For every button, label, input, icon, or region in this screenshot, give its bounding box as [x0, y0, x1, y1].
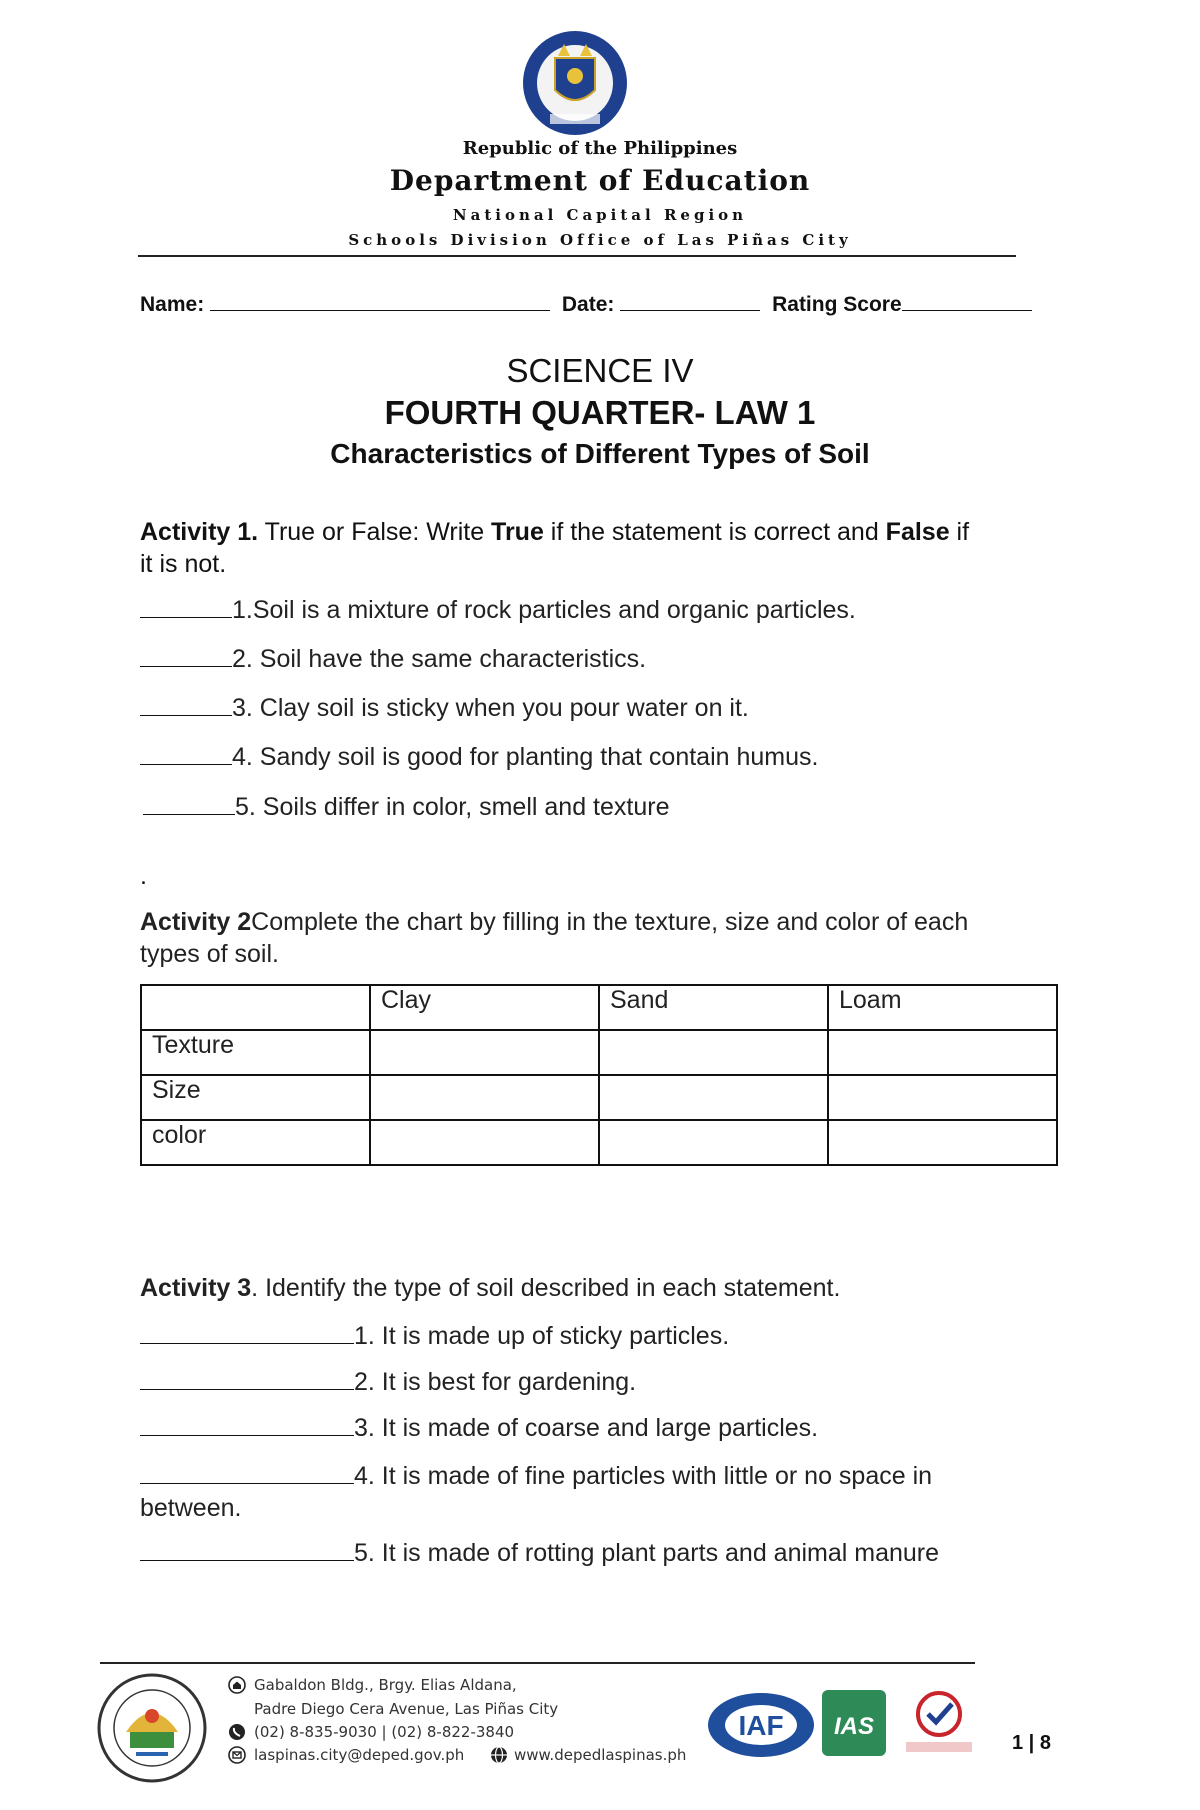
- answer-blank[interactable]: [140, 1325, 354, 1344]
- svg-text:IAF: IAF: [738, 1710, 784, 1741]
- republic-line: Republic of the Philippines: [462, 138, 738, 159]
- answer-cell[interactable]: [828, 1075, 1057, 1120]
- activity2-instructions: Activity 2Complete the chart by filling in the texture, size and color of each types of soil.: [140, 908, 969, 968]
- address-line1: Gabaldon Bldg., Brgy. Elias Aldana,: [254, 1676, 517, 1694]
- activity3-item: 2. It is best for gardening.: [140, 1368, 636, 1397]
- topic-title: Characteristics of Different Types of Soil: [330, 438, 870, 469]
- activity3-label: Activity 3: [140, 1274, 252, 1302]
- activity1-item: 5. Soils differ in color, smell and texture: [143, 793, 669, 822]
- chart-header-row: [141, 985, 1057, 1030]
- website-link[interactable]: www.depedlaspinas.ph: [514, 1746, 687, 1764]
- phone-icon: [228, 1723, 246, 1741]
- home-icon: [228, 1676, 246, 1694]
- activity3-item: 5. It is made of rotting plant parts and animal manure: [140, 1539, 939, 1568]
- svg-text:IAS: IAS: [833, 1713, 875, 1740]
- activity1-item: 1.Soil is a mixture of rock particles and organic particles.: [140, 596, 856, 625]
- soil-chart: [140, 984, 1058, 1166]
- division-seal-logo: [96, 1672, 208, 1784]
- chart-row: [141, 1030, 1057, 1075]
- activity1-item: 3. Clay soil is sticky when you pour water on it.: [140, 694, 749, 723]
- date-blank[interactable]: [620, 290, 760, 311]
- phone-numbers: (02) 8-835-9030 | (02) 8-822-3840: [254, 1723, 515, 1741]
- header-cell: Sand: [599, 985, 828, 1030]
- chart-row: [141, 1120, 1057, 1165]
- globe-icon: [490, 1746, 508, 1764]
- activity3-instructions: Activity 3. Identify the type of soil described in each statement.: [140, 1274, 841, 1302]
- answer-blank[interactable]: [140, 1417, 354, 1436]
- answer-blank[interactable]: [143, 796, 235, 815]
- stray-period: .: [140, 862, 147, 890]
- word-false: False: [885, 518, 950, 546]
- chart-row: [141, 1075, 1057, 1120]
- answer-blank[interactable]: [140, 1465, 354, 1484]
- student-info-row: [140, 290, 1032, 317]
- activity1-label: Activity 1.: [140, 518, 259, 546]
- word-true: True: [491, 518, 544, 546]
- ias-logo: [822, 1690, 886, 1756]
- activity1-item: 4. Sandy soil is good for planting that contain humus.: [140, 743, 818, 772]
- department-name: Department of Education: [389, 164, 811, 197]
- activity1-item: 2. Soil have the same characteristics.: [140, 645, 646, 674]
- answer-cell[interactable]: [370, 1030, 599, 1075]
- answer-cell[interactable]: [370, 1120, 599, 1165]
- header-cell: [141, 985, 370, 1030]
- address-line2: Padre Diego Cera Avenue, Las Piñas City: [254, 1700, 559, 1718]
- subject-title: SCIENCE IV: [506, 352, 694, 389]
- row-label: color: [141, 1120, 370, 1165]
- email-address[interactable]: laspinas.city@deped.gov.ph: [254, 1746, 465, 1764]
- activity3-item: 1. It is made up of sticky particles.: [140, 1322, 729, 1351]
- name-label: Name:: [140, 293, 205, 316]
- answer-blank[interactable]: [140, 1542, 354, 1561]
- answer-blank[interactable]: [140, 1371, 354, 1390]
- answer-cell[interactable]: [828, 1120, 1057, 1165]
- answer-blank[interactable]: [140, 746, 232, 765]
- name-blank[interactable]: [210, 290, 550, 311]
- footer-divider: [100, 1662, 975, 1664]
- certification-logo: [900, 1690, 978, 1760]
- rating-blank[interactable]: [902, 290, 1032, 311]
- answer-blank[interactable]: [140, 648, 232, 667]
- page-number: 1 | 8: [1012, 1732, 1051, 1754]
- deped-seal: [520, 28, 630, 138]
- header-cell: Loam: [828, 985, 1057, 1030]
- quarter-title: FOURTH QUARTER- LAW 1: [384, 394, 816, 431]
- row-label: Size: [141, 1075, 370, 1120]
- division-line: Schools Division Office of Las Piñas City: [348, 231, 852, 249]
- date-label: Date:: [561, 293, 615, 316]
- header-cell: Clay: [370, 985, 599, 1030]
- answer-cell[interactable]: [828, 1030, 1057, 1075]
- answer-cell[interactable]: [599, 1075, 828, 1120]
- activity1-instructions: Activity 1. True or False: Write True if the statement is correct and False if it is not.: [140, 518, 970, 578]
- answer-cell[interactable]: [370, 1075, 599, 1120]
- email-icon: [228, 1746, 246, 1764]
- answer-cell[interactable]: [599, 1030, 828, 1075]
- answer-blank[interactable]: [140, 599, 232, 618]
- row-label: Texture: [141, 1030, 370, 1075]
- answer-cell[interactable]: [599, 1120, 828, 1165]
- activity3-item: 4. It is made of fine particles with little or no space in between.: [140, 1462, 933, 1522]
- rating-label: Rating Score: [772, 293, 902, 316]
- activity2-label: Activity 2: [140, 908, 252, 936]
- activity3-item: 3. It is made of coarse and large particles.: [140, 1414, 818, 1443]
- header-divider: [138, 255, 1016, 257]
- iaf-logo: [706, 1690, 816, 1760]
- answer-blank[interactable]: [140, 697, 232, 716]
- region-line: National Capital Region: [452, 206, 748, 224]
